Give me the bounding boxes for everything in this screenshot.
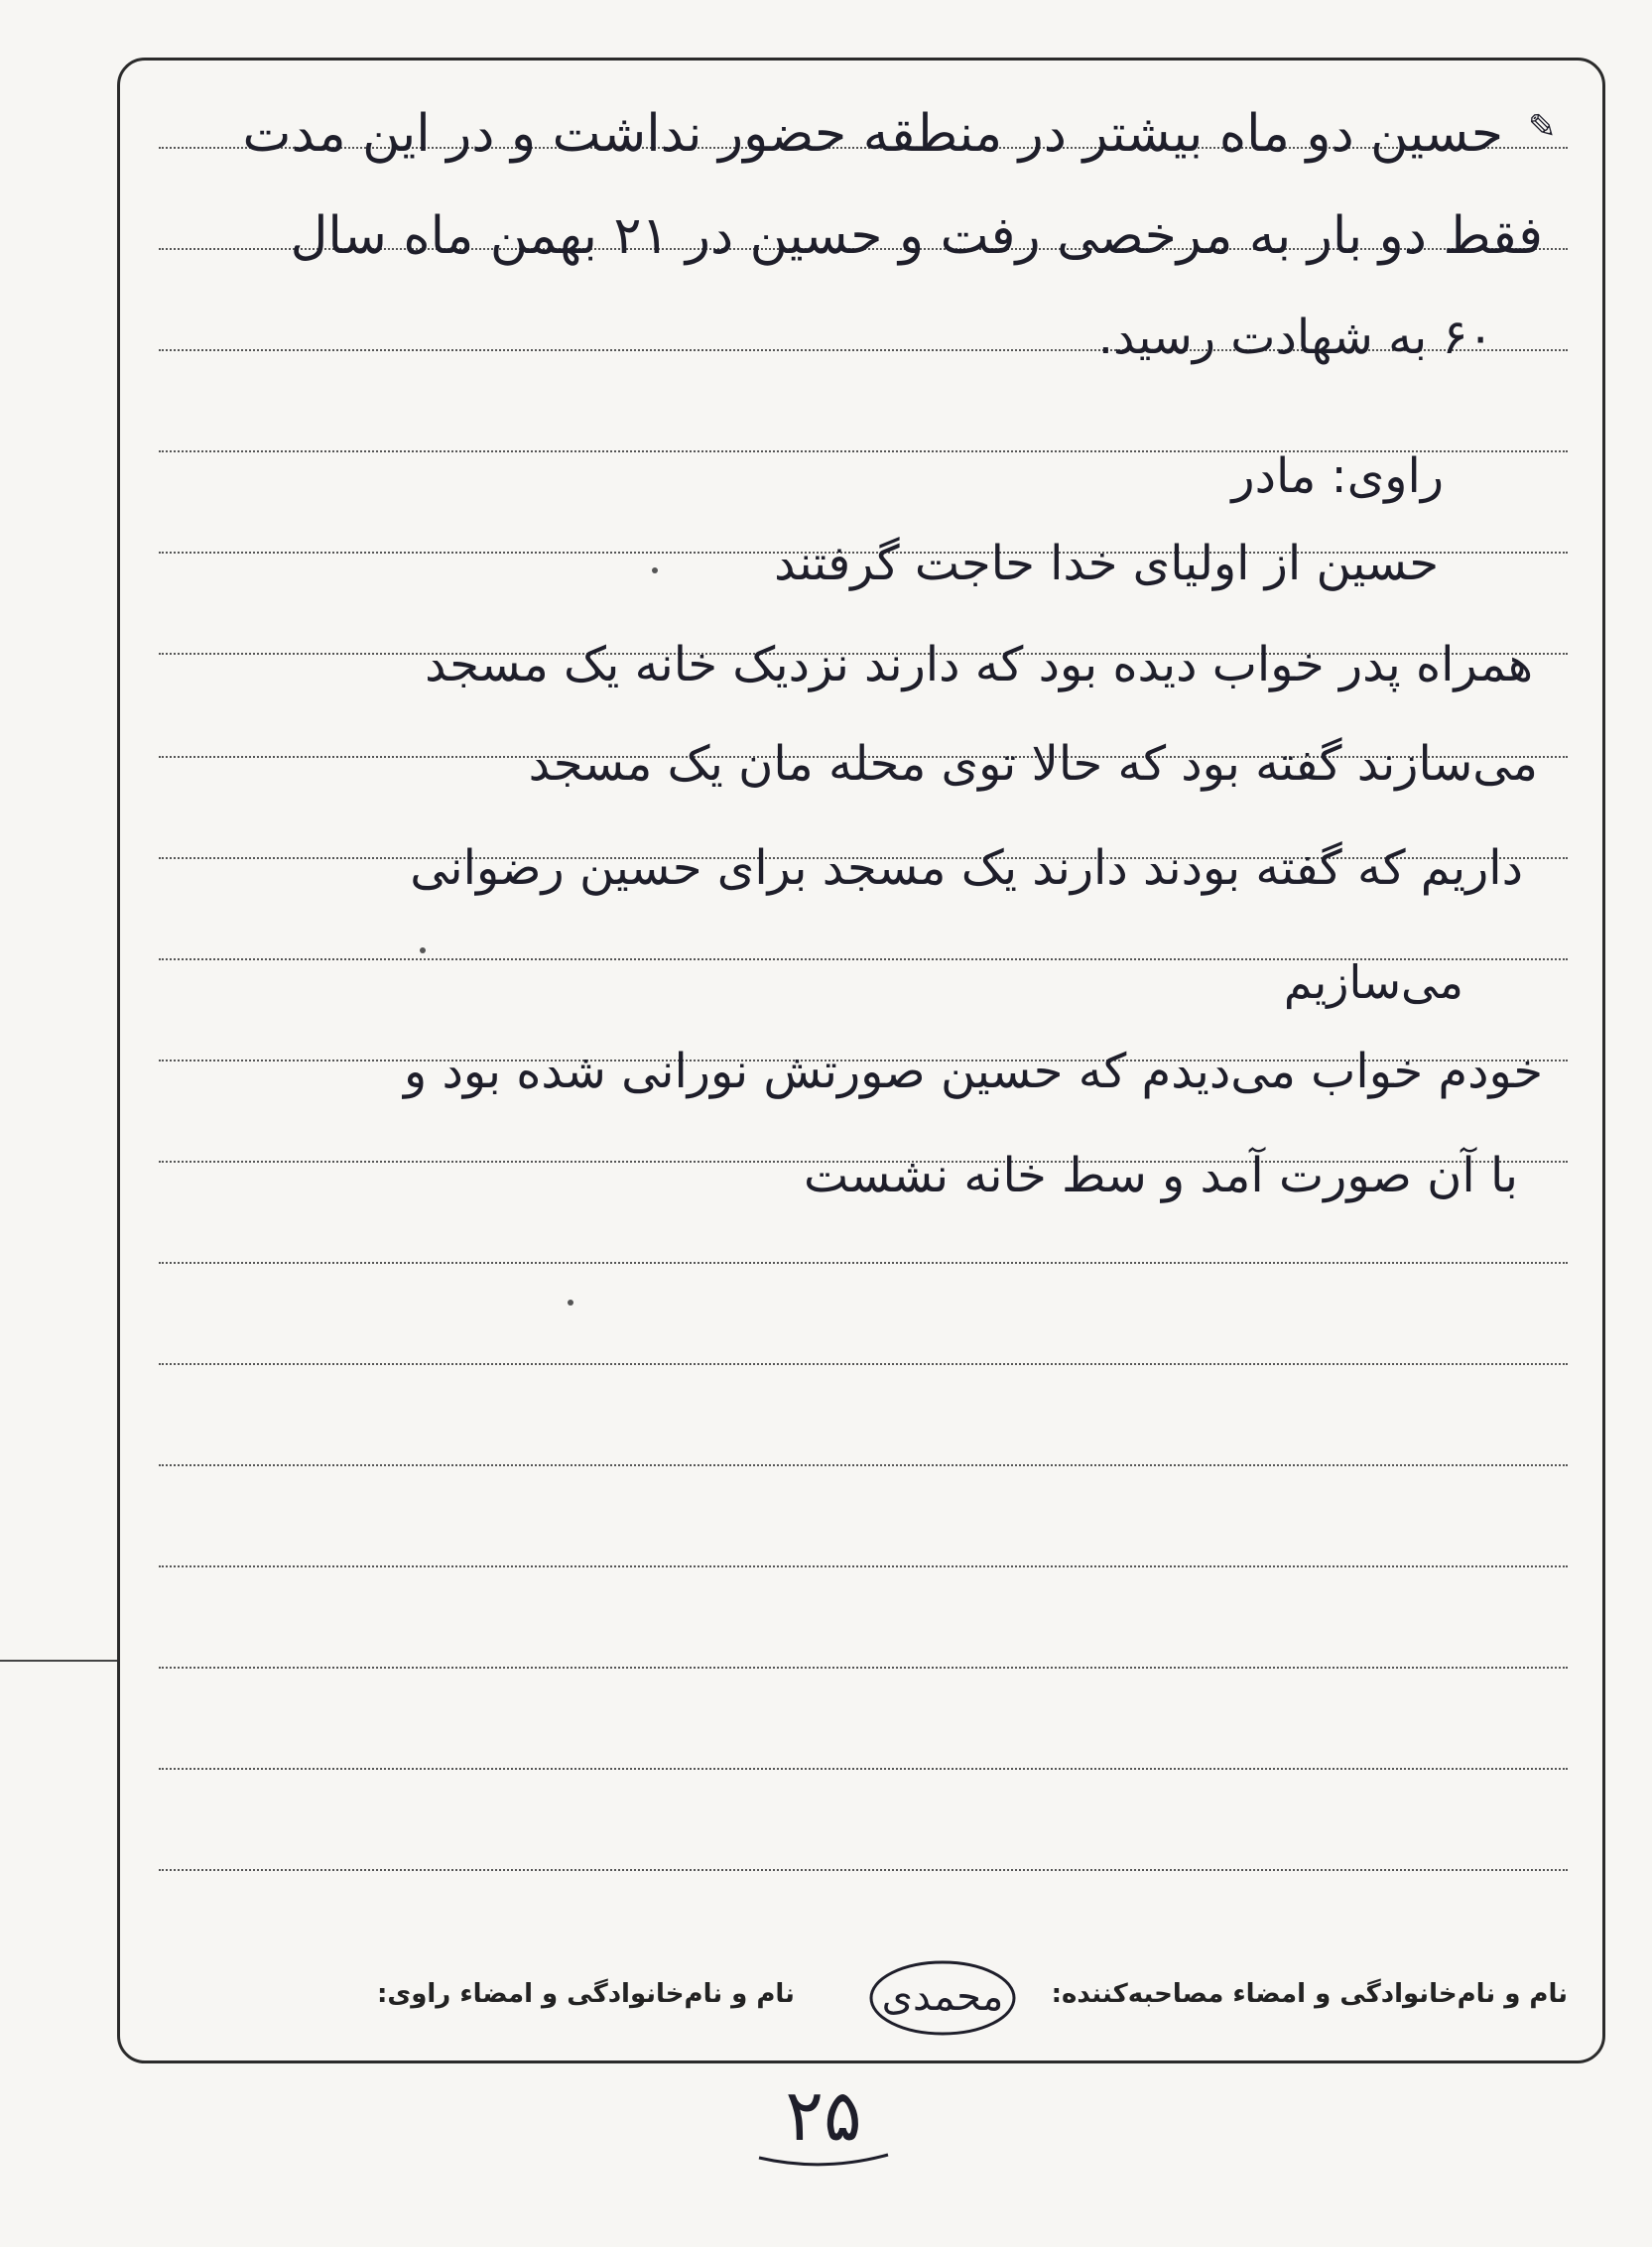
signature-loop-icon — [863, 1952, 1022, 2044]
handwritten-line-4: راوی: مادر — [1231, 448, 1444, 504]
ink-speck — [652, 567, 658, 573]
signature-text: محمدی — [881, 1974, 1004, 2020]
edge-line — [0, 1660, 117, 1662]
handwritten-line-10: خودم خواب می‌دیدم که حسین صورتش نورانی شده بود و — [404, 1044, 1543, 1099]
bullet-mark-icon: ✎ — [1528, 107, 1557, 147]
page-number-underline-icon — [754, 2143, 893, 2173]
ruled-line — [159, 1768, 1568, 1770]
handwritten-line-9: می‌سازیم — [1283, 955, 1463, 1009]
handwritten-line-1: حسین دو ماه بیشتر در منطقه حضور نداشت و در این مدت — [242, 104, 1503, 164]
footer — [139, 1979, 1568, 2039]
handwritten-line-8: داریم که گفته بودند دارند یک مسجد برای حسین رضوانی — [410, 840, 1523, 896]
handwritten-line-5: حسین از اولیای خدا حاجت گرفتند — [774, 536, 1439, 591]
ink-speck — [568, 1300, 573, 1306]
ruled-line — [159, 1667, 1568, 1669]
page-number — [764, 2073, 883, 2157]
ink-speck — [420, 947, 426, 953]
narrator-signature-label: نام و نام‌خانوادگی و امضاء راوی: — [377, 1979, 795, 2009]
ruled-line — [159, 1565, 1568, 1567]
handwritten-line-6: همراه پدر خواب دیده بود که دارند نزدیک خانه یک مسجد — [425, 637, 1533, 692]
handwritten-line-2: فقط دو بار به مرخصی رفت و حسین در ۲۱ بهمن ماه سال — [290, 206, 1543, 266]
interviewer-signature — [863, 1952, 1022, 2044]
ruled-line — [159, 1464, 1568, 1466]
ruled-line — [159, 1262, 1568, 1264]
handwritten-line-11: با آن صورت آمد و سط خانه نشست — [803, 1148, 1518, 1203]
handwritten-line-3: ۶۰ به شهادت رسید. — [1097, 310, 1493, 365]
handwritten-line-7: می‌سازند گفته بود که حالا توی محله مان یک مسجد — [528, 736, 1538, 792]
interviewer-signature-label: نام و نام‌خانوادگی و امضاء مصاحبه‌کننده: — [1051, 1979, 1568, 2009]
ruled-line — [159, 1363, 1568, 1365]
ruled-line — [159, 1869, 1568, 1871]
page-number-text: ۲۵ — [785, 2073, 862, 2157]
